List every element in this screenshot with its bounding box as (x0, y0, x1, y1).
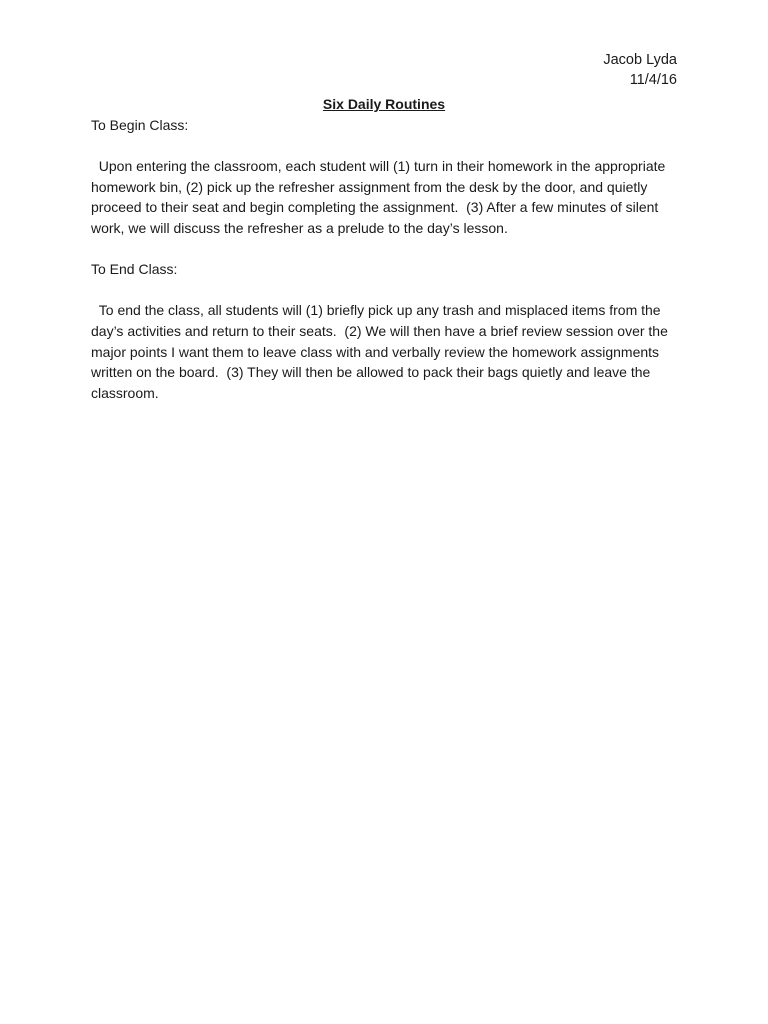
paragraph-end-class: To end the class, all students will (1) briefly pick up any trash and misplaced items from the day’s activities and return to their seats. (2) We will then have a brief review session over the major points I want them to leave class with and verbally review the homework assignments written on the board. (3) They will then be allowed to pack their bags quietly and leave the classroom. (91, 302, 672, 401)
header-block (603, 50, 677, 90)
author-name: Jacob Lyda (603, 52, 677, 68)
spacer (91, 239, 671, 260)
section-heading-end-class: To End Class: (91, 261, 178, 278)
document-date: 11/4/16 (629, 72, 677, 88)
spacer (91, 280, 671, 301)
document-title: Six Daily Routines (322, 96, 446, 112)
document-body (91, 115, 671, 403)
spacer (91, 136, 671, 157)
paragraph-begin-class: Upon entering the classroom, each student will (1) turn in their homework in the appropriate homework bin, (2) pick up the refresher assignment from the desk by the door, and quietly proceed to their seat and begin completing the assignment. (3) After a few minutes of silent work, we will discuss the refresher as a prelude to the day’s lesson. (91, 158, 670, 236)
section-heading-begin-class: To Begin Class: (91, 117, 189, 133)
